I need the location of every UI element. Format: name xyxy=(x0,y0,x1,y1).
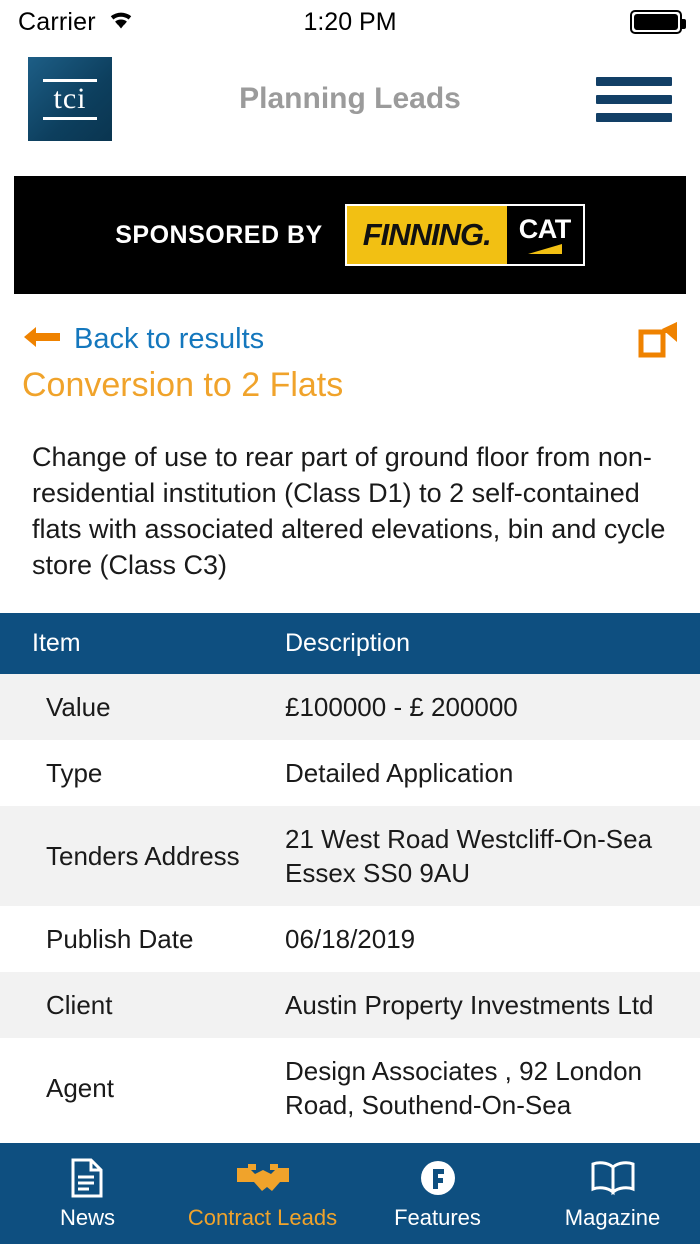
back-to-results-link[interactable]: Back to results xyxy=(74,322,265,355)
lead-detail-table xyxy=(0,613,700,1138)
row-label: Value xyxy=(46,692,111,722)
tab-contract-leads[interactable] xyxy=(175,1143,350,1244)
table-row xyxy=(0,806,700,906)
row-label: Client xyxy=(46,990,113,1020)
column-header-item: Item xyxy=(0,613,275,674)
sponsored-by-label: SPONSORED BY xyxy=(115,220,323,249)
back-row xyxy=(0,294,700,358)
tab-label-features: Features xyxy=(394,1204,481,1230)
table-header xyxy=(0,613,700,674)
status-time: 1:20 PM xyxy=(303,7,397,36)
row-value: 06/18/2019 xyxy=(285,924,416,954)
sponsor-banner[interactable] xyxy=(14,176,686,294)
lead-title: Conversion to 2 Flats xyxy=(22,366,344,404)
cat-triangle-icon xyxy=(528,244,562,254)
status-right xyxy=(630,10,682,34)
table-header-row xyxy=(0,613,700,674)
share-icon[interactable] xyxy=(638,320,680,358)
lead-description: Change of use to rear part of ground floor from non-residential institution (Class D1) to 2 self-contained flats with associated altered elevations, bin and cycle store (Class C3) xyxy=(32,442,666,580)
row-value: Design Associates , 92 London Road, Southend-On-Sea xyxy=(285,1056,643,1120)
handshake-icon xyxy=(234,1157,292,1199)
status-bar xyxy=(0,0,700,44)
carrier-label: Carrier xyxy=(18,7,96,36)
sponsor-sub-brand: CAT xyxy=(518,214,571,244)
row-label: Agent xyxy=(46,1073,114,1103)
news-document-icon xyxy=(69,1157,107,1199)
bottom-tab-bar xyxy=(0,1143,700,1244)
table-row xyxy=(0,740,700,806)
app-logo xyxy=(28,57,112,141)
features-f-circle-icon xyxy=(418,1157,458,1199)
column-header-description: Description xyxy=(275,613,700,674)
row-value: Detailed Application xyxy=(285,758,514,788)
sponsor-brand-name: FINNING. xyxy=(362,217,491,252)
battery-full-icon xyxy=(630,10,682,34)
table-row xyxy=(0,906,700,972)
row-label: Type xyxy=(46,758,103,788)
tab-label-contract-leads: Contract Leads xyxy=(187,1204,338,1230)
back-arrow-icon[interactable] xyxy=(22,323,62,356)
row-value: Austin Property Investments Ltd xyxy=(285,990,654,1020)
hamburger-menu-icon[interactable] xyxy=(596,77,672,122)
logo-text: tci xyxy=(53,82,87,115)
table-row xyxy=(0,674,700,740)
row-label: Tenders Address xyxy=(46,841,240,871)
row-label: Publish Date xyxy=(46,924,194,954)
open-book-icon xyxy=(589,1157,637,1199)
nav-bar xyxy=(0,44,700,154)
table-row xyxy=(0,1038,700,1138)
table-row xyxy=(0,972,700,1038)
tab-magazine[interactable] xyxy=(525,1143,700,1244)
tab-label-news: News xyxy=(59,1204,115,1230)
tab-news[interactable] xyxy=(0,1143,175,1244)
sponsor-banner-wrap xyxy=(0,176,700,294)
tab-label-magazine: Magazine xyxy=(564,1204,661,1230)
page-title: Planning Leads xyxy=(239,82,461,115)
row-value: £100000 - £ 200000 xyxy=(285,692,518,722)
row-value: 21 West Road Westcliff-On-Sea Essex SS0 9AU xyxy=(285,824,653,888)
table-body xyxy=(0,674,700,1138)
sponsor-brand-logo xyxy=(345,204,585,266)
tab-features[interactable] xyxy=(350,1143,525,1244)
